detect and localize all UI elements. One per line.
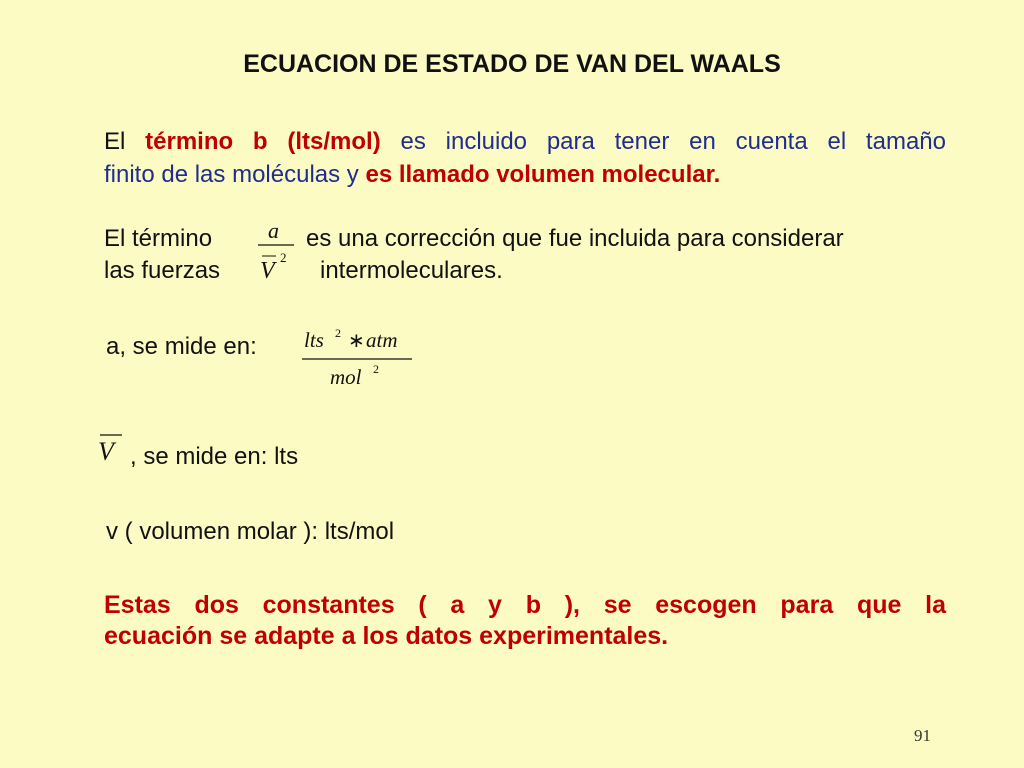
paragraph-term-b-line2 — [104, 161, 720, 188]
a-units-label: a, se mide en: — [106, 333, 257, 360]
units-lts-exp: 2 — [335, 326, 341, 340]
paragraph-term-b-line1 — [104, 125, 946, 158]
text-molecular-volume: es llamado volumen molecular. — [365, 161, 721, 188]
units-mol: mol — [330, 365, 362, 389]
paragraph-term-a-line2 — [104, 254, 503, 287]
units-mol-exp: 2 — [373, 362, 379, 376]
conclusion-line1: Estas dos constantes ( a y b ), se escogen para que la — [104, 591, 946, 619]
paragraph-term-a-line1 — [104, 222, 946, 255]
text-el: El — [104, 128, 146, 155]
units-lts: lts — [304, 328, 324, 352]
conclusion-line2: ecuación se adapte a los datos experimentales. — [104, 622, 669, 650]
conclusion-paragraph — [104, 590, 946, 652]
units-atm: atm — [366, 328, 398, 352]
vbar-symbol — [96, 430, 126, 466]
v-molar-line: v ( volumen molar ): lts/mol — [106, 518, 395, 545]
text-finite: finito de las moléculas y — [104, 161, 366, 188]
slide-title: ECUACION DE ESTADO DE VAN DEL WAALS — [243, 50, 781, 78]
text-el-termino: El término — [104, 225, 213, 252]
text-intermoleculares: intermoleculares. — [320, 257, 503, 284]
a-units-fraction — [298, 322, 418, 392]
text-correction: es una corrección que fue incluida para considerar — [306, 225, 844, 252]
paragraph-term-b — [104, 125, 946, 191]
text-term-b: término b (lts/mol) — [145, 128, 381, 155]
fraction-denominator: V — [260, 258, 275, 284]
fraction-exponent: 2 — [280, 250, 287, 265]
vbar-symbol-letter: V — [98, 437, 114, 466]
page-number: 91 — [914, 726, 931, 745]
v-units-label: , se mide en: lts — [130, 443, 299, 470]
fraction-a-over-v2 — [252, 218, 300, 290]
text-included: es incluido para tener en cuenta el tamaño — [380, 128, 946, 155]
fraction-numerator: a — [268, 218, 279, 243]
text-las-fuerzas: las fuerzas — [104, 257, 221, 284]
units-op: ∗ — [348, 330, 365, 352]
